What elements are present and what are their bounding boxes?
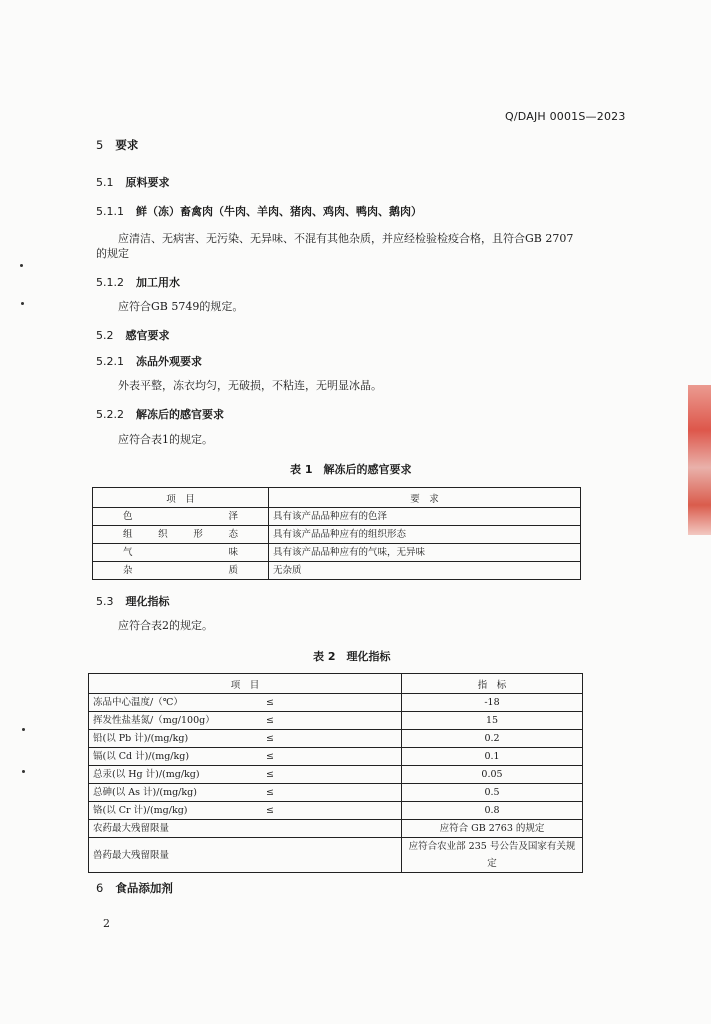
table-cell-spacer [283,784,402,802]
table-row [93,508,581,526]
section-number: 5 [96,138,104,152]
table-cell-spacer [283,730,402,748]
table-cell-requirement: 具有该产品品种应有的色泽 [269,508,581,526]
scan-mark [22,770,25,773]
section-5-2-2-heading [96,406,224,422]
section-number: 5.1.2 [96,276,124,289]
page-number: 2 [103,917,110,930]
table-row [89,820,583,838]
table1-sensory-requirements [92,487,581,580]
table-cell-requirement: 具有该产品品种应有的组织形态 [269,526,581,544]
table-cell-spacer [283,766,402,784]
section-5-1-2-heading [96,274,180,290]
section-5-2-heading [96,327,170,343]
table-cell-item: 总砷(以 As 计)/(mg/kg) [89,784,258,802]
table-cell-value: 0.2 [402,730,583,748]
section-5-heading [96,137,138,153]
table2-physicochemical-indicators [88,673,583,873]
table-row [89,838,583,873]
table-row [89,802,583,820]
table-cell-item: 农药最大残留限量 [89,820,402,838]
table-cell-item: 镉(以 Cd 计)/(mg/kg) [89,748,258,766]
section-title: 原料要求 [125,176,170,189]
table-cell-symbol: ≤ [257,712,283,730]
table-cell-requirement: 无杂质 [269,562,581,580]
official-seal-stamp [688,385,711,535]
table-header-row [93,488,581,508]
table2-caption: 表 2 理化指标 [313,650,391,663]
table-cell-value: 0.05 [402,766,583,784]
table-row [89,766,583,784]
section-5-2-1-heading [96,353,202,369]
table-cell-item: 气味 [93,544,269,562]
section-5-1-1-text-line1: 应清洁、无病害、无污染、无异味、不混有其他杂质，并应经检验检疫合格，且符合GB 2707 [118,232,574,245]
table-header-requirement: 要 求 [269,488,581,508]
table-cell-spacer [283,802,402,820]
section-number: 5.1 [96,176,114,189]
section-title: 加工用水 [136,276,180,289]
section-number: 5.2 [96,329,114,342]
scan-mark [22,728,25,731]
table-header-item: 项 目 [93,488,269,508]
section-title: 感官要求 [125,329,170,342]
section-title: 理化指标 [125,595,170,608]
table-cell-symbol: ≤ [257,766,283,784]
table-cell-requirement: 具有该产品品种应有的气味，无异味 [269,544,581,562]
table-cell-value: 0.1 [402,748,583,766]
table-cell-item: 总汞(以 Hg 计)/(mg/kg) [89,766,258,784]
table-header-row [89,674,583,694]
table-row [89,784,583,802]
table-cell-value: 应符合 GB 2763 的规定 [402,820,583,838]
table1-caption: 表 1 解冻后的感官要求 [290,463,412,476]
table-cell-item: 冻品中心温度/（℃） [89,694,258,712]
table-cell-item: 色泽 [93,508,269,526]
table-cell-item: 铅(以 Pb 计)/(mg/kg) [89,730,258,748]
table-cell-value: 0.8 [402,802,583,820]
section-title: 鲜（冻）畜禽肉（牛肉、羊肉、猪肉、鸡肉、鸭肉、鹅肉） [136,205,422,218]
section-5-2-1-text: 外表平整，冻衣均匀，无破损，不粘连，无明显冰晶。 [118,379,382,392]
table-header-indicator: 指 标 [402,674,583,694]
section-5-1-1-heading [96,203,422,219]
table-row [93,544,581,562]
section-number: 5.3 [96,595,114,608]
table-row [89,712,583,730]
section-title: 冻品外观要求 [136,355,202,368]
table-row [93,562,581,580]
section-number: 6 [96,881,104,895]
table-cell-spacer [283,712,402,730]
section-title: 食品添加剂 [115,881,173,895]
section-5-3-text: 应符合表2的规定。 [118,619,213,632]
section-number: 5.2.1 [96,355,124,368]
section-number: 5.1.1 [96,205,124,218]
section-5-1-1-text-line2: 的规定 [96,247,129,260]
section-5-1-2-text: 应符合GB 5749的规定。 [118,300,244,313]
table-row [89,730,583,748]
table-cell-symbol: ≤ [257,784,283,802]
section-title: 要求 [115,138,139,152]
table-cell-spacer [283,748,402,766]
section-title: 解冻后的感官要求 [136,408,224,421]
document-id: Q/DAJH 0001S—2023 [505,110,626,123]
section-5-2-2-text: 应符合表1的规定。 [118,433,213,446]
table-cell-spacer [283,694,402,712]
table-cell-value: 15 [402,712,583,730]
section-5-3-heading [96,593,170,609]
section-5-1-heading [96,174,170,190]
section-6-heading [96,880,173,896]
scan-mark [21,302,24,305]
table-row [89,748,583,766]
table-cell-value: -18 [402,694,583,712]
table-cell-item: 杂质 [93,562,269,580]
section-number: 5.2.2 [96,408,124,421]
table-cell-item: 铬(以 Cr 计)/(mg/kg) [89,802,258,820]
table-cell-item: 兽药最大残留限量 [89,838,402,873]
table-cell-symbol: ≤ [257,694,283,712]
table-cell-symbol: ≤ [257,730,283,748]
table-cell-symbol: ≤ [257,802,283,820]
table-cell-value: 应符合农业部 235 号公告及国家有关规定 [402,838,583,873]
table-cell-value: 0.5 [402,784,583,802]
table-header-item: 项 目 [89,674,402,694]
table-cell-symbol: ≤ [257,748,283,766]
table-cell-item: 组织形态 [93,526,269,544]
table-cell-item: 挥发性盐基氮/（mg/100g） [89,712,258,730]
scan-mark [20,264,23,267]
table-row [93,526,581,544]
table-row [89,694,583,712]
